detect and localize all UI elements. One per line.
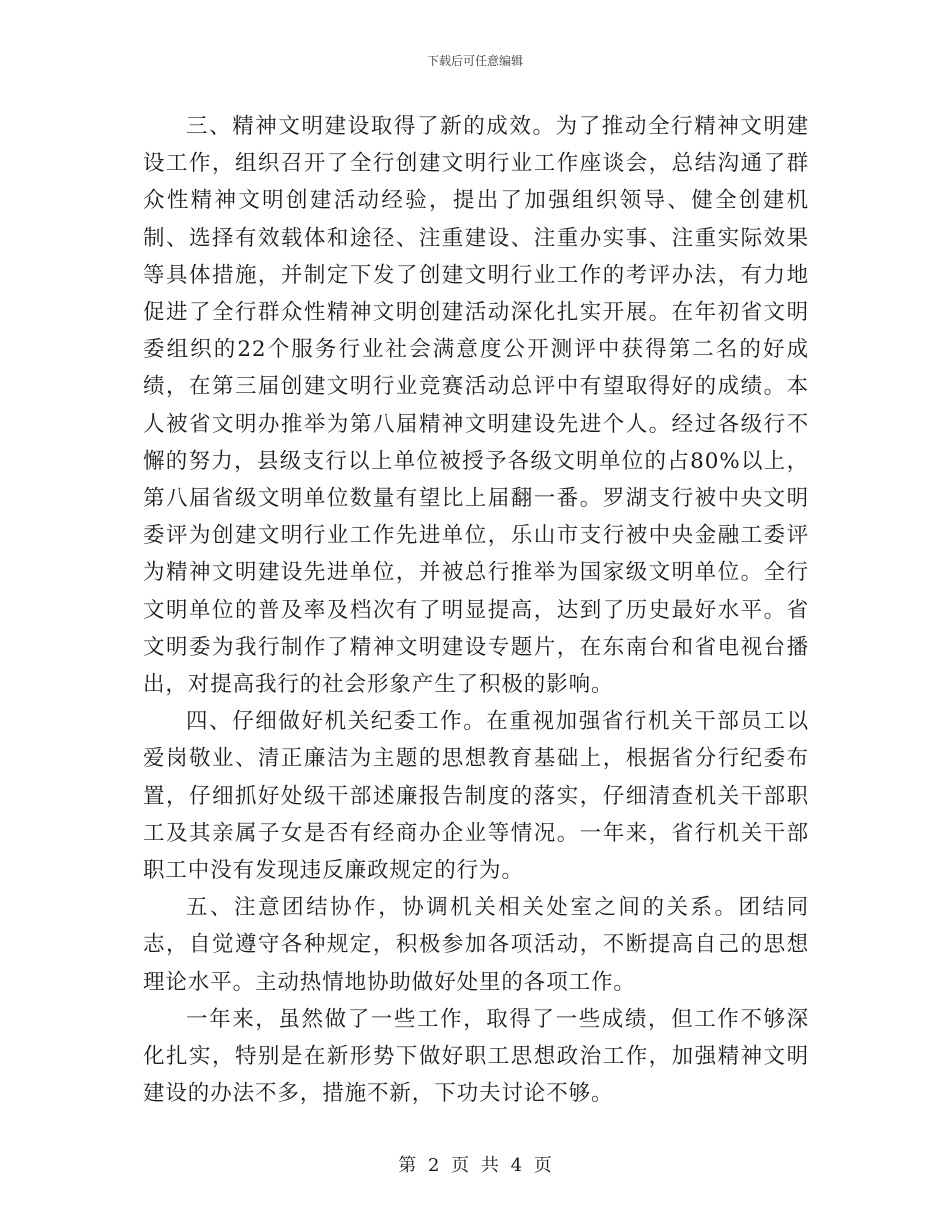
paragraph-team-collaboration: 五、注意团结协作，协调机关相关处室之间的关系。团结同志，自觉遵守各种规定，积极参加各项活动，不断提高自己的思想理论水平。主动热情地协助做好处里的各项工作。	[143, 895, 809, 995]
page-number-footer: 第 2 页 共 4 页	[398, 1155, 552, 1176]
paragraph-summary-shortcomings: 一年来，虽然做了一些工作，取得了一些成绩，但工作不够深化扎实，特别是在新形势下做好职工思想政治工作，加强精神文明建设的办法不多，措施不新，下功夫讨论不够。	[143, 1006, 809, 1107]
paragraph-discipline-committee: 四、仔细做好机关纪委工作。在重视加强省行机关干部员工以爱岗敬业、清正廉洁为主题的思想教育基础上，根据省分行纪委布置，仔细抓好处级干部述廉报告制度的落实，仔细清查机关干部职工及其亲属子女是否有经商办企业等情况。一年来，省行机关干部职工中没有发现违反廉政规定的行为。	[143, 709, 809, 884]
page-header: 下载后可任意编辑	[426, 54, 523, 68]
paragraph-spiritual-civilization: 三、精神文明建设取得了新的成效。为了推动全行精神文明建设工作，组织召开了全行创建文明行业工作座谈会，总结沟通了群众性精神文明创建活动经验，提出了加强组织领导、健全创建机制、选择有效载体和途径、注重建设、注重办实事、注重实际效果等具体措施，并制定下发了创建文明行业工作的考评办法，有力地促进了全行群众性精神文明创建活动深化扎实开展。在年初省文明委组织的22个服务行业社会满意度公开测评中获得第二名的好成绩，在第三届创建文明行业竞赛活动总评中有望取得好的成绩。本人被省文明办推举为第八届精神文明建设先进个人。经过各级行不懈的努力，县级支行以上单位被授予各级文明单位的占80%以上，第八届省级文明单位数量有望比上届翻一番。罗湖支行被中央文明委评为创建文明行业工作先进单位，乐山市支行被中央金融工委评为精神文明建设先进单位，并被总行推举为国家级文明单位。全行文明单位的普及率及档次有了明显提高，达到了历史最好水平。省文明委为我行制作了精神文明建设专题片，在东南台和省电视台播出，对提高我行的社会形象产生了积极的影响。	[143, 114, 809, 698]
document-body	[143, 108, 809, 1112]
